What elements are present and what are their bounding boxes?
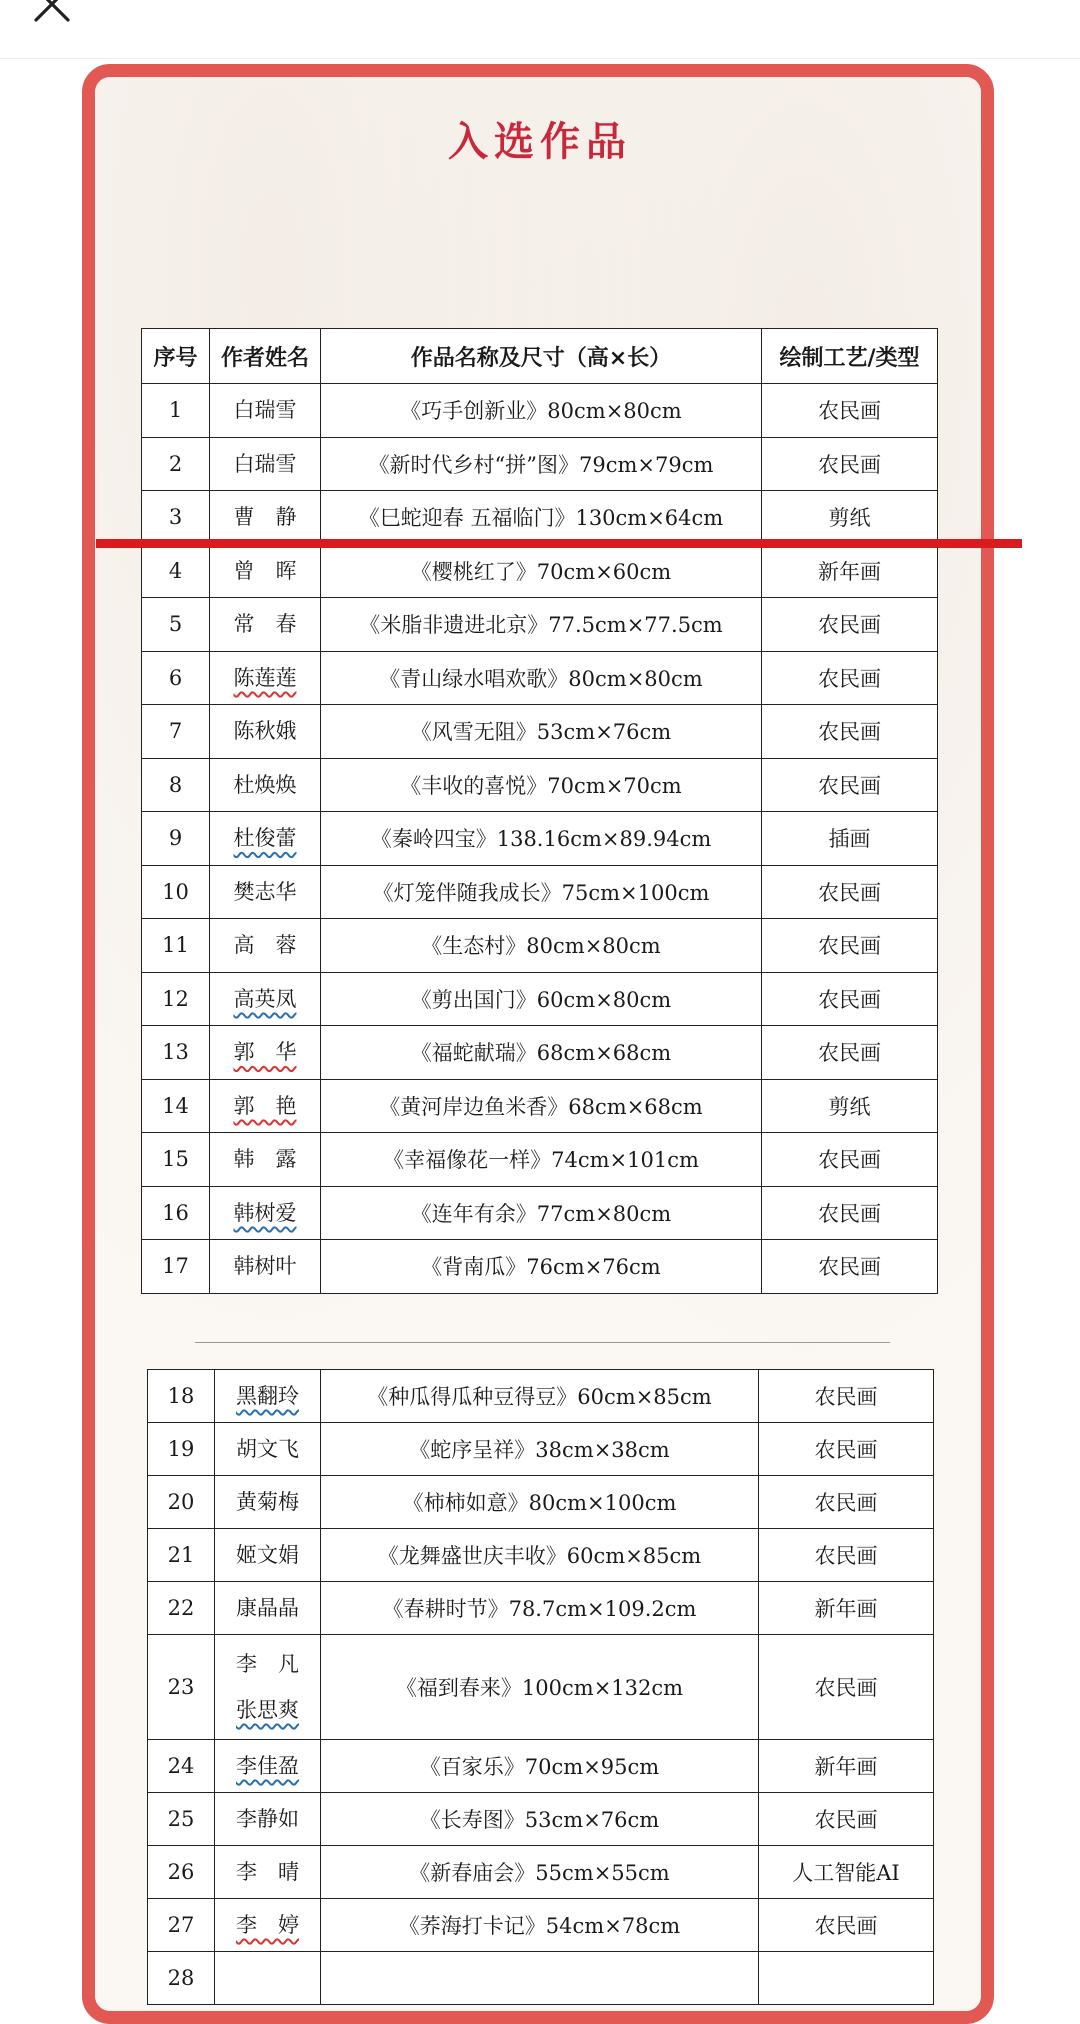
cell-num: 20 xyxy=(148,1476,215,1529)
author-name: 胡文飞 xyxy=(236,1437,299,1461)
table-row xyxy=(142,1079,938,1133)
cell-type: 插画 xyxy=(762,812,938,866)
cell-author xyxy=(210,812,321,866)
cell-work: 《新时代乡村“拼”图》79cm×79cm xyxy=(321,437,762,491)
page-title: 入选作品 xyxy=(448,119,632,165)
table-row xyxy=(142,544,938,598)
page-divider xyxy=(195,1342,890,1343)
cell-num: 13 xyxy=(142,1026,210,1080)
cell-work xyxy=(321,1952,759,2005)
cell-author xyxy=(210,384,321,438)
author-name: 高英凤 xyxy=(233,986,297,1011)
cell-work: 《巳蛇迎春 五福临门》130cm×64cm xyxy=(321,491,762,545)
cell-num: 17 xyxy=(142,1240,210,1294)
cell-type: 农民画 xyxy=(762,1026,938,1080)
cell-work: 《连年有余》77cm×80cm xyxy=(321,1186,762,1240)
cell-num: 16 xyxy=(142,1186,210,1240)
cell-work: 《幸福像花一样》74cm×101cm xyxy=(321,1133,762,1187)
cell-work: 《福到春来》100cm×132cm xyxy=(321,1635,759,1740)
cell-author xyxy=(215,1899,321,1952)
cell-work: 《青山绿水唱欢歌》80cm×80cm xyxy=(321,651,762,705)
author-name: 郭 华 xyxy=(233,1040,297,1065)
table-row xyxy=(148,1793,934,1846)
author-name: 杜焕焕 xyxy=(233,772,297,797)
author-name: 郭 艳 xyxy=(233,1093,297,1118)
table-row xyxy=(142,1186,938,1240)
cell-work: 《长寿图》53cm×76cm xyxy=(321,1793,759,1846)
cell-type: 农民画 xyxy=(762,705,938,759)
cell-author xyxy=(210,972,321,1026)
cell-num: 12 xyxy=(142,972,210,1026)
cell-num: 4 xyxy=(142,544,210,598)
cell-type: 农民画 xyxy=(762,1240,938,1294)
header-author: 作者姓名 xyxy=(210,329,321,384)
cell-author xyxy=(215,1846,321,1899)
cell-type: 农民画 xyxy=(762,384,938,438)
cell-work: 《剪出国门》60cm×80cm xyxy=(321,972,762,1026)
cell-num: 9 xyxy=(142,812,210,866)
table-row xyxy=(148,1476,934,1529)
cell-author xyxy=(215,1476,321,1529)
author-name: 常 春 xyxy=(233,612,297,637)
cell-author xyxy=(215,1423,321,1476)
cell-type: 剪纸 xyxy=(762,491,938,545)
cell-num: 23 xyxy=(148,1635,215,1740)
table-row xyxy=(142,1240,938,1294)
cell-type: 农民画 xyxy=(759,1370,934,1423)
cell-type: 农民画 xyxy=(759,1529,934,1582)
author-name: 白瑞雪 xyxy=(233,398,297,423)
cell-type: 农民画 xyxy=(759,1635,934,1740)
cell-author xyxy=(210,1079,321,1133)
cell-work: 《蛇序呈祥》38cm×38cm xyxy=(321,1423,759,1476)
cell-type: 农民画 xyxy=(762,598,938,652)
author-name: 李 凡 xyxy=(236,1652,299,1676)
author-name: 黑翻玲 xyxy=(236,1384,299,1408)
author-name: 李 婷 xyxy=(236,1913,299,1937)
cell-num: 2 xyxy=(142,437,210,491)
table-row xyxy=(142,972,938,1026)
cell-num: 27 xyxy=(148,1899,215,1952)
cell-work: 《春耕时节》78.7cm×109.2cm xyxy=(321,1582,759,1635)
cell-num: 15 xyxy=(142,1133,210,1187)
author-name: 韩 露 xyxy=(233,1147,297,1172)
table-row xyxy=(142,651,938,705)
cell-num: 21 xyxy=(148,1529,215,1582)
table-row xyxy=(142,491,938,545)
cell-author xyxy=(215,1529,321,1582)
cell-author xyxy=(215,1793,321,1846)
cell-type: 农民画 xyxy=(762,651,938,705)
header-work: 作品名称及尺寸（高×长） xyxy=(321,329,762,384)
cell-work: 《背南瓜》76cm×76cm xyxy=(321,1240,762,1294)
cell-author xyxy=(210,491,321,545)
cell-type: 农民画 xyxy=(759,1476,934,1529)
author-name: 韩树爱 xyxy=(233,1200,297,1225)
cell-type: 农民画 xyxy=(762,865,938,919)
cell-author xyxy=(210,1133,321,1187)
header-num: 序号 xyxy=(142,329,210,384)
cell-work: 《丰收的喜悦》70cm×70cm xyxy=(321,758,762,812)
cell-num: 19 xyxy=(148,1423,215,1476)
table-row xyxy=(142,437,938,491)
author-name: 陈莲莲 xyxy=(233,665,297,690)
author-name: 黄菊梅 xyxy=(236,1490,299,1514)
table-row xyxy=(142,598,938,652)
cell-work: 《樱桃红了》70cm×60cm xyxy=(321,544,762,598)
cell-work: 《秦岭四宝》138.16cm×89.94cm xyxy=(321,812,762,866)
table-row xyxy=(148,1582,934,1635)
cell-author xyxy=(210,758,321,812)
table-row xyxy=(142,384,938,438)
cell-author xyxy=(210,1026,321,1080)
cell-num: 5 xyxy=(142,598,210,652)
author-name: 李佳盈 xyxy=(236,1754,299,1778)
cell-work: 《巧手创新业》80cm×80cm xyxy=(321,384,762,438)
cell-author xyxy=(215,1635,321,1740)
author-name: 韩树叶 xyxy=(233,1254,297,1279)
cell-type: 新年画 xyxy=(759,1582,934,1635)
cell-type: 新年画 xyxy=(759,1740,934,1793)
works-table-part2 xyxy=(147,1369,934,2005)
cell-author xyxy=(215,1582,321,1635)
cell-author xyxy=(210,544,321,598)
table-row xyxy=(148,1899,934,1952)
cell-work: 《百家乐》70cm×95cm xyxy=(321,1740,759,1793)
cell-work: 《柿柿如意》80cm×100cm xyxy=(321,1476,759,1529)
cell-type: 农民画 xyxy=(759,1793,934,1846)
cell-type xyxy=(759,1952,934,2005)
cell-num: 10 xyxy=(142,865,210,919)
red-strike-line xyxy=(96,539,1022,548)
cell-work: 《生态村》80cm×80cm xyxy=(321,919,762,973)
cell-num: 18 xyxy=(148,1370,215,1423)
author-name: 曹 静 xyxy=(233,505,297,530)
cell-type: 农民画 xyxy=(759,1423,934,1476)
cell-work: 《灯笼伴随我成长》75cm×100cm xyxy=(321,865,762,919)
table-row xyxy=(148,1952,934,2005)
cell-author xyxy=(210,651,321,705)
table-row xyxy=(142,812,938,866)
cell-author xyxy=(210,705,321,759)
author-name: 陈秋娥 xyxy=(233,719,297,744)
table-row xyxy=(148,1635,934,1740)
table-row xyxy=(142,919,938,973)
cell-author xyxy=(210,865,321,919)
author-name: 康晶晶 xyxy=(236,1596,299,1620)
cell-type: 农民画 xyxy=(759,1899,934,1952)
cell-type: 农民画 xyxy=(762,758,938,812)
cell-num: 3 xyxy=(142,491,210,545)
cell-author xyxy=(210,1186,321,1240)
author-name: 姬文娟 xyxy=(236,1543,299,1567)
author-name: 曾 晖 xyxy=(233,558,297,583)
top-bar xyxy=(0,0,1080,59)
cell-work: 《米脂非遗进北京》77.5cm×77.5cm xyxy=(321,598,762,652)
cell-num: 6 xyxy=(142,651,210,705)
cell-work: 《荞海打卡记》54cm×78cm xyxy=(321,1899,759,1952)
table-row xyxy=(148,1529,934,1582)
author-name-second: 张思爽 xyxy=(236,1698,299,1722)
cell-num: 28 xyxy=(148,1952,215,2005)
author-name: 樊志华 xyxy=(233,879,297,904)
cell-author xyxy=(215,1740,321,1793)
cell-num: 22 xyxy=(148,1582,215,1635)
cell-work: 《龙舞盛世庆丰收》60cm×85cm xyxy=(321,1529,759,1582)
cell-work: 《风雪无阻》53cm×76cm xyxy=(321,705,762,759)
table-row xyxy=(142,865,938,919)
table-row xyxy=(142,758,938,812)
cell-author xyxy=(215,1952,321,2005)
cell-type: 新年画 xyxy=(762,544,938,598)
cell-type: 农民画 xyxy=(762,972,938,1026)
author-name: 白瑞雪 xyxy=(233,451,297,476)
cell-num: 7 xyxy=(142,705,210,759)
table-row xyxy=(148,1423,934,1476)
close-icon xyxy=(30,0,80,32)
cell-num: 26 xyxy=(148,1846,215,1899)
cell-author xyxy=(210,598,321,652)
cell-author xyxy=(215,1370,321,1423)
header-type: 绘制工艺/类型 xyxy=(762,329,938,384)
cell-author xyxy=(210,437,321,491)
author-name: 李静如 xyxy=(236,1807,299,1831)
author-name: 高 蓉 xyxy=(233,933,297,958)
author-name: 李 晴 xyxy=(236,1860,299,1884)
cell-type: 剪纸 xyxy=(762,1079,938,1133)
cell-num: 11 xyxy=(142,919,210,973)
table-row xyxy=(142,1133,938,1187)
works-table-part1 xyxy=(141,328,938,1294)
close-button[interactable] xyxy=(30,0,80,32)
cell-num: 25 xyxy=(148,1793,215,1846)
cell-work: 《福蛇献瑞》68cm×68cm xyxy=(321,1026,762,1080)
cell-type: 人工智能AI xyxy=(759,1846,934,1899)
cell-author xyxy=(210,919,321,973)
cell-num: 1 xyxy=(142,384,210,438)
table-row xyxy=(142,705,938,759)
cell-type: 农民画 xyxy=(762,1186,938,1240)
author-name: 杜俊蕾 xyxy=(233,826,297,851)
table-row xyxy=(148,1740,934,1793)
table-header-row xyxy=(142,329,938,384)
table-row xyxy=(148,1370,934,1423)
cell-work: 《黄河岸边鱼米香》68cm×68cm xyxy=(321,1079,762,1133)
cell-num: 8 xyxy=(142,758,210,812)
cell-type: 农民画 xyxy=(762,1133,938,1187)
cell-author xyxy=(210,1240,321,1294)
cell-work: 《种瓜得瓜种豆得豆》60cm×85cm xyxy=(321,1370,759,1423)
table-row xyxy=(148,1846,934,1899)
cell-type: 农民画 xyxy=(762,437,938,491)
table-row xyxy=(142,1026,938,1080)
cell-type: 农民画 xyxy=(762,919,938,973)
cell-work: 《新春庙会》55cm×55cm xyxy=(321,1846,759,1899)
cell-num: 24 xyxy=(148,1740,215,1793)
cell-num: 14 xyxy=(142,1079,210,1133)
